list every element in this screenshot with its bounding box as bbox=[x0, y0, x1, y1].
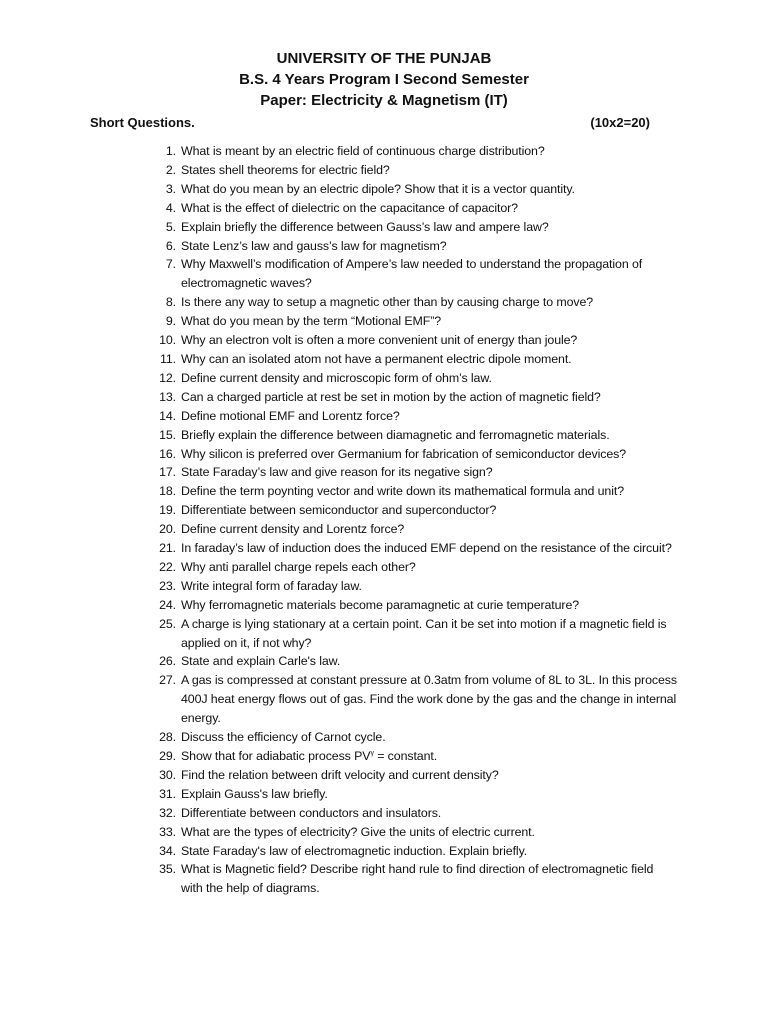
question-item bbox=[148, 255, 678, 293]
question-number: 32. bbox=[159, 805, 176, 820]
question-text-main: What do you mean by the term “Motional EMF”? bbox=[181, 314, 442, 329]
question-text-main: Define the term poynting vector and write down its mathematical formula and unit? bbox=[181, 484, 625, 499]
question-item bbox=[148, 293, 678, 312]
question-item bbox=[148, 596, 678, 615]
question-text bbox=[181, 180, 678, 199]
question-text bbox=[181, 539, 678, 558]
question-text bbox=[181, 445, 678, 464]
question-item bbox=[148, 218, 678, 237]
question-text-main: Define current density and microscopic form of ohm’s law. bbox=[181, 370, 492, 385]
question-number: 13. bbox=[159, 389, 176, 404]
paper-header bbox=[0, 48, 768, 111]
question-text bbox=[181, 369, 678, 388]
question-text-main: Can a charged particle at rest be set in motion by the action of magnetic field? bbox=[181, 389, 601, 404]
question-number: 25. bbox=[159, 616, 176, 631]
question-number: 5. bbox=[165, 219, 176, 234]
university-title: UNIVERSITY OF THE PUNJAB bbox=[276, 50, 492, 67]
question-item bbox=[148, 577, 678, 596]
question-item bbox=[148, 671, 678, 728]
question-number: 9. bbox=[165, 314, 176, 329]
question-text bbox=[181, 407, 678, 426]
question-text bbox=[181, 747, 678, 766]
question-number: 29. bbox=[159, 749, 176, 763]
question-text-main: In faraday’s law of induction does the induced EMF depend on the resistance of the circuit? bbox=[181, 541, 672, 556]
question-text-main: Why anti parallel charge repels each other? bbox=[181, 559, 416, 574]
question-text bbox=[181, 388, 678, 407]
question-text bbox=[181, 218, 678, 237]
question-text bbox=[181, 596, 678, 615]
question-text bbox=[181, 823, 678, 842]
question-item bbox=[148, 860, 678, 898]
section-heading-row bbox=[90, 114, 650, 132]
question-number: 28. bbox=[159, 730, 176, 745]
question-number: 16. bbox=[159, 446, 176, 461]
question-text-main: Explain briefly the difference between Gauss’s law and ampere law? bbox=[181, 219, 549, 234]
question-text bbox=[181, 331, 678, 350]
question-text bbox=[181, 860, 678, 898]
question-text bbox=[181, 161, 678, 180]
question-text bbox=[181, 312, 678, 331]
question-number: 1. bbox=[165, 144, 176, 158]
question-item bbox=[148, 331, 678, 350]
question-text-main: Why Maxwell’s modification of Ampere’s law needed to understand the propagation of electromagnetic waves? bbox=[181, 257, 643, 291]
question-number: 7. bbox=[165, 257, 176, 272]
question-text bbox=[181, 671, 678, 728]
question-text bbox=[181, 199, 678, 218]
question-item bbox=[148, 842, 678, 861]
question-text bbox=[181, 293, 678, 312]
question-item bbox=[148, 539, 678, 558]
question-item bbox=[148, 388, 678, 407]
question-number: 6. bbox=[165, 238, 176, 253]
question-text-main: State Faraday's law of electromagnetic induction. Explain briefly. bbox=[181, 843, 528, 858]
question-text bbox=[181, 255, 678, 293]
question-text bbox=[181, 482, 678, 501]
question-item bbox=[148, 520, 678, 539]
question-item bbox=[148, 180, 678, 199]
question-item bbox=[148, 766, 678, 785]
question-item bbox=[148, 728, 678, 747]
question-list bbox=[148, 142, 678, 898]
question-item bbox=[148, 558, 678, 577]
question-text bbox=[181, 237, 678, 256]
question-number: 8. bbox=[165, 295, 176, 310]
question-text bbox=[181, 615, 678, 653]
question-text-main: Explain Gauss's law briefly. bbox=[181, 786, 328, 801]
question-item bbox=[148, 615, 678, 653]
question-text-main: What do you mean by an electric dipole? Show that it is a vector quantity. bbox=[181, 181, 575, 196]
question-text bbox=[181, 652, 678, 671]
question-text-main: Why can an isolated atom not have a permanent electric dipole moment. bbox=[181, 351, 572, 366]
question-number: 12. bbox=[159, 370, 176, 385]
question-text-main: Show that for adiabatic process PV bbox=[181, 749, 371, 763]
question-number: 3. bbox=[165, 181, 176, 196]
question-number: 21. bbox=[159, 541, 176, 556]
question-item bbox=[148, 142, 678, 161]
question-text bbox=[181, 520, 678, 539]
question-text-main: A charge is lying stationary at a certain point. Can it be set into motion if a magnetic field is applied on it, if not why? bbox=[181, 616, 667, 650]
question-text bbox=[181, 426, 678, 445]
question-item bbox=[148, 804, 678, 823]
question-text bbox=[181, 842, 678, 861]
question-text-main: Briefly explain the difference between diamagnetic and ferromagnetic materials. bbox=[181, 427, 610, 442]
question-number: 11. bbox=[159, 351, 176, 366]
question-number: 34. bbox=[159, 843, 176, 858]
question-item bbox=[148, 785, 678, 804]
question-text-main: Is there any way to setup a magnetic other than by causing charge to move? bbox=[181, 295, 594, 310]
question-number: 35. bbox=[159, 862, 176, 877]
question-item bbox=[148, 426, 678, 445]
question-text bbox=[181, 728, 678, 747]
question-text bbox=[181, 558, 678, 577]
question-number: 26. bbox=[159, 654, 176, 669]
question-text bbox=[181, 463, 678, 482]
question-number: 15. bbox=[159, 427, 176, 442]
question-superscript: γ bbox=[370, 749, 374, 757]
question-text-main: A gas is compressed at constant pressure at 0.3atm from volume of 8L to 3L. In this process 400J heat energy flows out of gas. Find the work done by the gas and the change in internal energy. bbox=[181, 673, 677, 726]
question-text-main: Define motional EMF and Lorentz force? bbox=[181, 408, 400, 423]
question-number: 24. bbox=[159, 597, 176, 612]
question-text bbox=[181, 804, 678, 823]
question-text-main: What is the effect of dielectric on the capacitance of capacitor? bbox=[181, 200, 518, 215]
question-text bbox=[181, 785, 678, 804]
question-number: 4. bbox=[165, 200, 176, 215]
question-number: 17. bbox=[159, 465, 176, 480]
question-item bbox=[148, 161, 678, 180]
question-item bbox=[148, 652, 678, 671]
question-item bbox=[148, 445, 678, 464]
question-number: 10. bbox=[159, 333, 176, 348]
question-number: 22. bbox=[159, 559, 176, 574]
question-item bbox=[148, 747, 678, 766]
question-item bbox=[148, 350, 678, 369]
question-text bbox=[181, 350, 678, 369]
section-label: Short Questions. bbox=[90, 115, 195, 130]
question-number: 14. bbox=[159, 408, 176, 423]
question-text-main: Why an electron volt is often a more convenient unit of energy than joule? bbox=[181, 333, 578, 348]
question-text-main: Discuss the efficiency of Carnot cycle. bbox=[181, 730, 386, 745]
question-number: 30. bbox=[159, 767, 176, 782]
question-number: 27. bbox=[159, 673, 176, 688]
question-text-main: What is Magnetic field? Describe right hand rule to find direction of electromagnetic field with the help of diagrams. bbox=[181, 862, 654, 896]
question-number: 33. bbox=[159, 824, 176, 839]
question-item bbox=[148, 312, 678, 331]
question-text bbox=[181, 142, 678, 161]
question-text bbox=[181, 577, 678, 596]
question-number: 23. bbox=[159, 578, 176, 593]
question-text bbox=[181, 766, 678, 785]
question-item bbox=[148, 823, 678, 842]
question-item bbox=[148, 501, 678, 520]
question-text-main: Why ferromagnetic materials become paramagnetic at curie temperature? bbox=[181, 597, 580, 612]
question-text-main: Find the relation between drift velocity and current density? bbox=[181, 767, 499, 782]
question-text-main: State and explain Carle's law. bbox=[181, 654, 341, 669]
question-text-main: Define current density and Lorentz force? bbox=[181, 522, 405, 537]
question-number: 19. bbox=[159, 503, 176, 518]
question-item bbox=[148, 199, 678, 218]
program-title: B.S. 4 Years Program I Second Semester bbox=[239, 71, 529, 88]
question-text-after: = constant. bbox=[373, 749, 438, 763]
question-item bbox=[148, 482, 678, 501]
question-item bbox=[148, 369, 678, 388]
question-text-main: What is meant by an electric field of continuous charge distribution? bbox=[181, 144, 545, 158]
question-text-main: State Faraday’s law and give reason for its negative sign? bbox=[181, 465, 493, 480]
question-number: 2. bbox=[165, 162, 176, 177]
question-text-main: Why silicon is preferred over Germanium for fabrication of semiconductor devices? bbox=[181, 446, 627, 461]
question-number: 31. bbox=[159, 786, 176, 801]
section-marks: (10x2=20) bbox=[590, 115, 650, 130]
question-item bbox=[148, 407, 678, 426]
question-text-main: States shell theorems for electric field? bbox=[181, 162, 390, 177]
paper-title: Paper: Electricity & Magnetism (IT) bbox=[260, 92, 508, 109]
question-text-main: What are the types of electricity? Give the units of electric current. bbox=[181, 824, 535, 839]
question-number: 18. bbox=[159, 484, 176, 499]
question-text-main: Differentiate between conductors and insulators. bbox=[181, 805, 442, 820]
question-text bbox=[181, 501, 678, 520]
question-item bbox=[148, 463, 678, 482]
question-item bbox=[148, 237, 678, 256]
question-text-main: State Lenz’s law and gauss’s law for magnetism? bbox=[181, 238, 447, 253]
question-text-main: Differentiate between semiconductor and superconductor? bbox=[181, 503, 497, 518]
question-number: 20. bbox=[159, 522, 176, 537]
question-text-main: Write integral form of faraday law. bbox=[181, 578, 362, 593]
